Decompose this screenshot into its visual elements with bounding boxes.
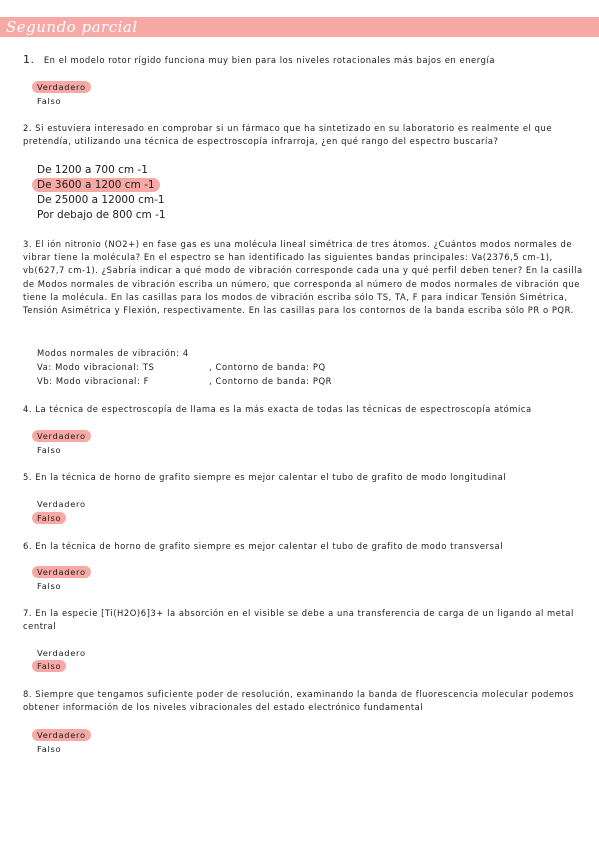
q2-option-1[interactable]: De 1200 a 700 cm -1: [37, 164, 148, 176]
q8-option-verdadero[interactable]: Verdadero: [32, 729, 91, 741]
q4-option-falso[interactable]: Falso: [37, 445, 62, 455]
question-6: 6. En la técnica de horno de grafito siempre es mejor calentar el tubo de grafito de modo transversal: [23, 541, 504, 551]
question-4: 4. La técnica de espectroscopía de llama es la más exacta de todas las técnicas de espectroscopía atómica: [23, 404, 532, 414]
q7-option-verdadero[interactable]: Verdadero: [37, 648, 86, 658]
q1-option-verdadero[interactable]: Verdadero: [32, 81, 91, 93]
question-1-text: En el modelo rotor rígido funciona muy bien para los niveles rotacionales más bajos en energía: [43, 55, 496, 65]
q5-option-verdadero[interactable]: Verdadero: [37, 499, 86, 509]
q4-option-verdadero[interactable]: Verdadero: [32, 430, 91, 442]
q6-option-falso[interactable]: Falso: [37, 581, 62, 591]
q2-option-3[interactable]: De 25000 a 12000 cm-1: [37, 194, 165, 206]
question-8: 8. Siempre que tengamos suficiente poder de resolución, examinando la banda de fluorescencia molecular podemos obtener información de los niveles vibracionales del estado electrónico fundamental: [23, 689, 574, 713]
q3-vb-mode[interactable]: Vb: Modo vibracional: F: [37, 376, 150, 386]
question-3: 3. El ión nitronio (NO2+) en fase gas es una molécula lineal simétrica de tres átomos. ¿Cuántos modos normales de vibrar tiene la molécula? En el espectro se han identificado las siguientes bandas principales: Va(2376,5 cm-1), vb(627,7 cm-1). ¿Sabría indicar a qué modo de vibración corresponde cada una y qué perfil deben tener? En la casilla de Modos normales de vibración escriba un número, que corresponda al número de modos normales de vibración que tiene la molécula. En las casillas para los modos de vibración escriba sólo TS, TA, F para indicar Tensión Simétrica, Tensión Asimétrica y Flexión, respectivamente. En las casillas para los contornos de la banda escriba sólo PR o PQR.: [23, 239, 583, 316]
question-1-number: 1.: [23, 53, 35, 66]
q3-vb-contour[interactable]: , Contorno de banda: PQR: [209, 376, 333, 386]
q8-option-falso[interactable]: Falso: [37, 744, 62, 754]
q2-option-4[interactable]: Por debajo de 800 cm -1: [37, 209, 166, 221]
q5-option-falso[interactable]: Falso: [32, 512, 66, 524]
question-2: 2. Si estuviera interesado en comprobar si un fármaco que ha sintetizado en su laboratorio es realmente el que pretendía, utilizando una técnica de espectroscopía infrarroja, ¿en qué rango del espectro buscaría?: [23, 123, 553, 147]
q3-modes-count[interactable]: Modos normales de vibración: 4: [37, 348, 189, 358]
page-title: Segundo parcial: [6, 18, 138, 36]
title-bar: [0, 17, 599, 37]
q1-option-falso[interactable]: Falso: [37, 96, 62, 106]
q3-va-mode[interactable]: Va: Modo vibracional: TS: [37, 362, 155, 372]
q2-option-2[interactable]: De 3600 a 1200 cm -1: [32, 178, 160, 192]
question-7: 7. En la especie [Ti(H2O)6]3+ la absorción en el visible se debe a una transferencia de carga de un ligando al metal central: [23, 608, 574, 632]
q6-option-verdadero[interactable]: Verdadero: [32, 566, 91, 578]
question-1: [23, 53, 593, 67]
q7-option-falso[interactable]: Falso: [32, 660, 66, 672]
q3-va-contour[interactable]: , Contorno de banda: PQ: [209, 362, 326, 372]
question-5: 5. En la técnica de horno de grafito siempre es mejor calentar el tubo de grafito de modo longitudinal: [23, 472, 507, 482]
